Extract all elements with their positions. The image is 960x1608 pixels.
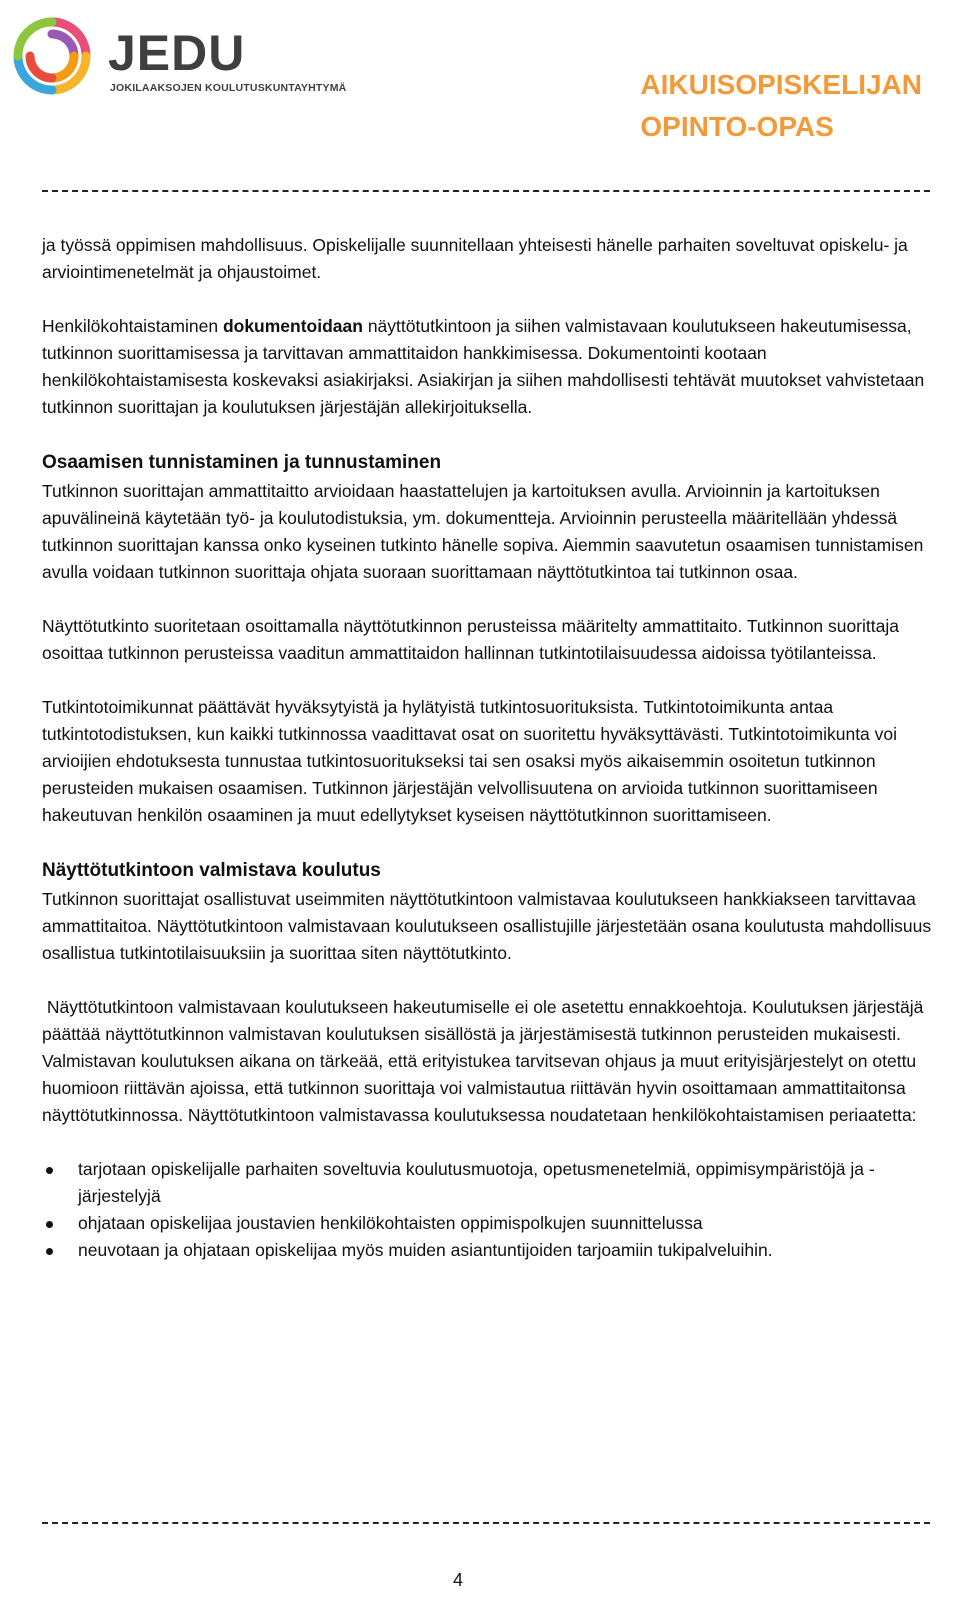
footer-divider xyxy=(42,1522,930,1524)
paragraph-7: Näyttötutkintoon valmistavaan koulutukseen hakeutumiselle ei ole asetettu ennakkoehtoja. Koulutuksen järjestäjä päättää näyttötutkinnon valmistavan koulutuksen sisällöstä ja järjestämisestä tutkinnon perusteiden mukaisesti. Valmistavan koulutuksen aikana on tärkeää, että erityistukea tarvitsevan ohjaus ja muut erityisjärjestelyt on otettu huomioon riittävän ajoissa, että tutkinnon suorittaja voi valmistautua riittävän hyvin osoittamaan ammattitaitonsa näyttötutkinnossa. Näyttötutkintoon valmistavassa koulutuksessa noudatetaan henkilökohtaistamisen periaatetta: xyxy=(42,997,929,1125)
paragraph-6: Tutkinnon suorittajat osallistuvat useimmiten näyttötutkintoon valmistavaa koulutukseen hankkiakseen tarvittavaa ammattitaitoa. Näyttötutkintoon valmistavaan koulutukseen osallistujille järjestetään osana koulutusta mahdollisuus osallistua tutkintotilaisuuksiin ja suorittaa siten näyttötutkinto. xyxy=(42,889,932,963)
paragraph-4: Näyttötutkinto suoritetaan osoittamalla näyttötutkinnon perusteissa määritelty ammattitaito. Tutkinnon suorittaja osoittaa tutkinnon perusteissa vaaditun ammattitaidon hallinnan tutkintotilaisuudessa aidoissa työtilanteissa. xyxy=(42,616,899,663)
main-content xyxy=(42,232,934,1264)
logo-wordmark: JEDU xyxy=(108,25,246,81)
principles-list xyxy=(42,1156,934,1264)
page-number: 4 xyxy=(452,1570,463,1590)
paragraph-2-rest: näyttötutkintoon ja siihen valmistavaan koulutukseen hakeutumisessa, tutkinnon suorittamisessa ja tarvittavan ammattitaidon hankkimisessa. Dokumentointi kootaan henkilökohtaistamisesta koskevaksi asiakirjaksi. Asiakirjan ja siihen mahdollisesti tehtävät muutokset vahvistetaan tutkinnon suorittajan ja koulutuksen järjestäjän allekirjoituksella. xyxy=(42,316,925,417)
section-heading-osaamisen-tunnistaminen: Osaamisen tunnistaminen ja tunnustaminen xyxy=(42,452,442,473)
paragraph-2-lead: Henkilökohtaistaminen xyxy=(42,316,223,336)
jedu-logo-icon xyxy=(8,12,104,102)
list-item: ohjataan opiskelijaa joustavien henkilökohtaisten oppimispolkujen suunnittelussa xyxy=(42,1210,934,1237)
header-divider xyxy=(42,190,930,192)
paragraph-5: Tutkintotoimikunnat päättävät hyväksytyistä ja hylätyistä tutkintosuorituksista. Tutkintotoimikunta antaa tutkintotodistuksen, kun kaikki tutkinnossa vaadittavat osat on suoritettu hyväksyttävästi. Tutkintotoimikunta voi arvioijien ehdotuksesta tunnustaa tutkintosuoritukseksi tai sen osaksi myös aikaisemmin osoitetun tutkinnon perusteiden mukaisen osaamisen. Tutkinnon järjestäjän velvollisuutena on arvioida tutkinnon suorittamiseen hakeutuvan henkilön osaaminen ja muut edellytykset kyseisen näyttötutkinnon suorittamiseen. xyxy=(42,697,898,825)
section-heading-valmistava-koulutus: Näyttötutkintoon valmistava koulutus xyxy=(42,860,381,881)
document-title xyxy=(640,64,922,148)
list-item: neuvotaan ja ohjataan opiskelijaa myös muiden asiantuntijoiden tarjoamiin tukipalveluihin. xyxy=(42,1237,934,1264)
jedu-logo xyxy=(8,12,347,102)
paragraph-2 xyxy=(42,313,934,421)
paragraph-2-bold: dokumentoidaan xyxy=(222,316,363,336)
paragraph-1: ja työssä oppimisen mahdollisuus. Opiskelijalle suunnitellaan yhteisesti hänelle parhaiten soveltuvat opiskelu- ja arviointimenetelmät ja ohjaustoimet. xyxy=(42,235,908,282)
document-title-line-1: AIKUISOPISKELIJAN xyxy=(640,69,922,100)
logo-subtitle: JOKILAAKSOJEN KOULUTUSKUNTAYHTYMÄ xyxy=(110,82,347,94)
document-title-line-2: OPINTO-OPAS xyxy=(640,111,834,142)
paragraph-3: Tutkinnon suorittajan ammattitaitto arvioidaan haastattelujen ja kartoituksen avulla. Arvioinnin ja kartoituksen apuvälineinä käytetään työ- ja koulutodistuksia, ym. dokumentteja. Arvioinnin perusteella määritellään yhdessä tutkinnon suorittajan kanssa onko kyseinen tutkinto hänelle sopiva. Aiemmin saavutetun osaamisen tunnistamisen avulla voidaan tutkinnon suorittaja ohjata suoraan suorittamaan näyttötutkintoa tai tutkinnon osaa. xyxy=(42,481,924,582)
list-item: tarjotaan opiskelijalle parhaiten soveltuvia koulutusmuotoja, opetusmenetelmiä, oppimisympäristöjä ja -järjestelyjä xyxy=(42,1156,934,1210)
